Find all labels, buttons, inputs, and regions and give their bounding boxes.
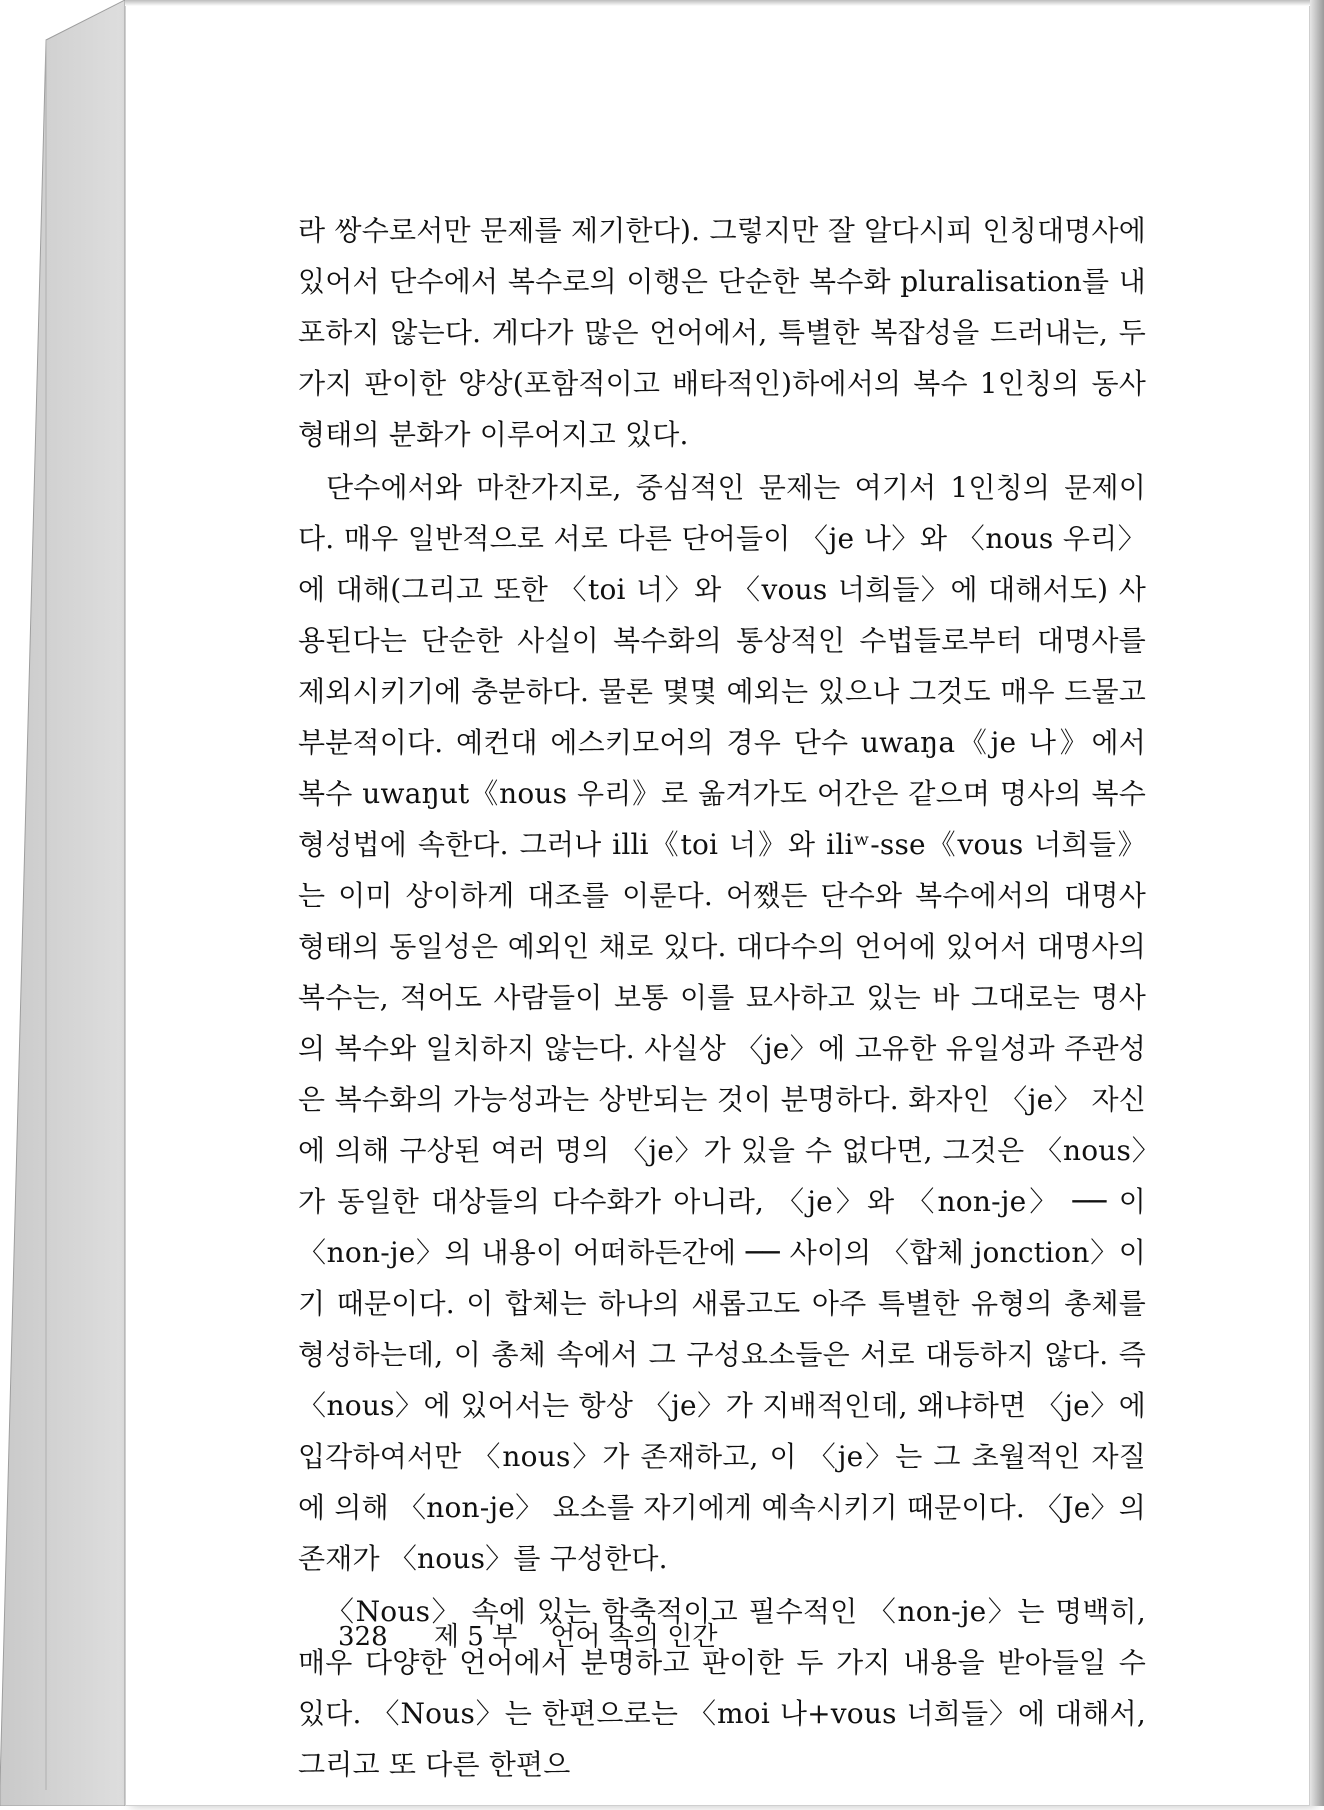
page-footer [338,1616,718,1653]
paragraph: 〈Nous〉 속에 있는 함축적이고 필수적인 〈non-je〉는 명백히, 매우 다양한 언어에서 분명하고 판이한 두 가지 내용을 받아들일 수 있다. 〈Nous〉는 한편으로는 〈moi 나+vous 너희들〉에 대해서, 그리고 또 다른 한편으 [298,1595,1146,1781]
book-side-edge [0,0,125,1806]
paragraph: 단수에서와 마찬가지로, 중심적인 문제는 여기서 1인칭의 문제이다. 매우 일반적으로 서로 다른 단어들이 〈je 나〉와 〈nous 우리〉에 대해(그리고 또한 〈toi 너〉와 〈vous 너희들〉에 대해서도) 사용된다는 단순한 사실이 복수화의 통상적인 수법들로부터 대명사를 제외시키기에 충분하다. 물론 몇몇 예외는 있으나 그것도 매우 드물고 부분적이다. 예컨대 에스키모어의 경우 단수 uwaŋa《je 나》에서 복수 uwaŋut《nous 우리》로 옮겨가도 어간은 같으며 명사의 복수 형성법에 속한다. 그러나 illi《toi 너》와 iliʷ-sse《vous 너희들》는 이미 상이하게 대조를 이룬다. 어쨌든 단수와 복수에서의 대명사 형태의 동일성은 예외인 채로 있다. 대다수의 언어에 있어서 대명사의 복수는, 적어도 사람들이 보통 이를 묘사하고 있는 바 그대로는 명사의 복수와 일치하지 않는다. 사실상 〈je〉에 고유한 유일성과 주관성은 복수화의 가능성과는 상반되는 것이 분명하다. 화자인 〈je〉 자신에 의해 구상된 여러 명의 〈je〉가 있을 수 없다면, 그것은 〈nous〉가 동일한 대상들의 다수화가 아니라, 〈je〉와 〈non-je〉 ── 이 〈non-je〉의 내용이 어떠하든간에 ── 사이의 〈합체 jonction〉이기 때문이다. 이 합체는 하나의 새롭고도 아주 특별한 유형의 총체를 형성하는데, 이 총체 속에서 그 구성요소들은 서로 대등하지 않다. 즉 〈nous〉에 있어서는 항상 〈je〉가 지배적인데, 왜냐하면 〈je〉에 입각하여서만 〈nous〉가 존재하고, 이 〈je〉는 그 초월적인 자질에 의해 〈non-je〉 요소를 자기에게 예속시키기 때문이다. 〈Je〉의 존재가 〈nous〉를 구성한다. [298,471,1146,1575]
part-label: 제 5 부 [433,1622,518,1652]
page-number: 328 [338,1622,388,1652]
body-text [298,205,1146,1792]
page-top-edge [125,0,1310,6]
page-right-edge [1310,0,1324,1806]
running-title: 언어 속의 인간 [550,1622,718,1652]
paragraph: 라 쌍수로서만 문제를 제기한다). 그렇지만 잘 알다시피 인칭대명사에 있어서 단수에서 복수로의 이행은 단순한 복수화 pluralisation를 내포하지 않는다. 게다가 많은 언어에서, 특별한 복잡성을 드러내는, 두 가지 판이한 양상(포함적이고 배타적인)하에서의 복수 1인칭의 동사형태의 분화가 이루어지고 있다. [298,214,1146,451]
